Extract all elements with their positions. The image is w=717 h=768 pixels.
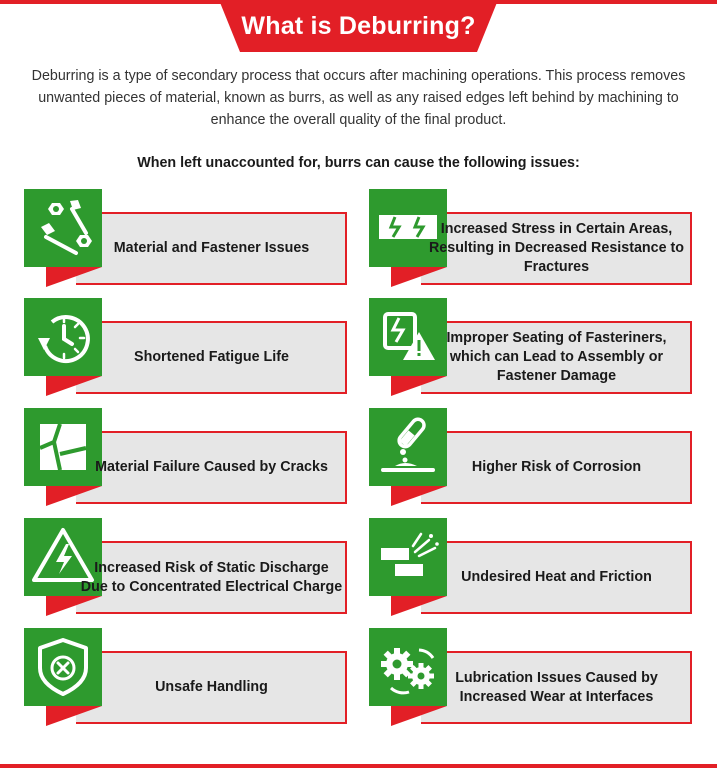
title-banner	[219, 0, 498, 52]
issue-card-improper-seating	[369, 298, 694, 396]
issue-label: Shortened Fatigue Life	[134, 349, 289, 365]
issue-card-lubrication	[369, 628, 694, 726]
issue-card-heat-friction	[369, 518, 694, 616]
issue-card-stress-fracture	[369, 189, 694, 287]
intro-paragraph: Deburring is a type of secondary process that occurs after machining operations. This process removes unwanted pieces of material, known as burrs, as well as any raised edges left behind by machining to enhance the overall quality of the final product.	[31, 68, 686, 128]
issue-label: Improper Seating of Fasteriners, which can Lead to Assembly or Fastener Damage	[446, 330, 667, 384]
issue-card-unsafe-handling	[24, 628, 349, 726]
issue-label: Lubrication Issues Caused by Increased Wear at Interfaces	[455, 669, 658, 705]
issue-label: Increased Stress in Certain Areas, Resulting in Decreased Resistance to Fractures	[428, 221, 685, 275]
issue-label: Undesired Heat and Friction	[461, 569, 652, 585]
issue-card-fatigue-life	[24, 298, 349, 396]
page-title: What is Deburring?	[241, 11, 476, 40]
issue-card-material-failure	[24, 408, 349, 506]
issue-label: Material Failure Caused by Cracks	[95, 459, 328, 475]
issue-label: Unsafe Handling	[155, 679, 268, 695]
issue-card-corrosion	[369, 408, 694, 506]
issue-label: Higher Risk of Corrosion	[471, 459, 642, 475]
issues-subheading: When left unaccounted for, burrs can cause the following issues:	[137, 155, 580, 171]
issue-card-static-discharge	[24, 518, 349, 616]
bottom-accent-line	[0, 764, 717, 768]
issue-label: Material and Fastener Issues	[113, 240, 310, 256]
issue-label: Increased Risk of Static Discharge Due to Concentrated Electrical Charge	[80, 559, 343, 595]
issue-card-material-fastener	[24, 189, 349, 287]
